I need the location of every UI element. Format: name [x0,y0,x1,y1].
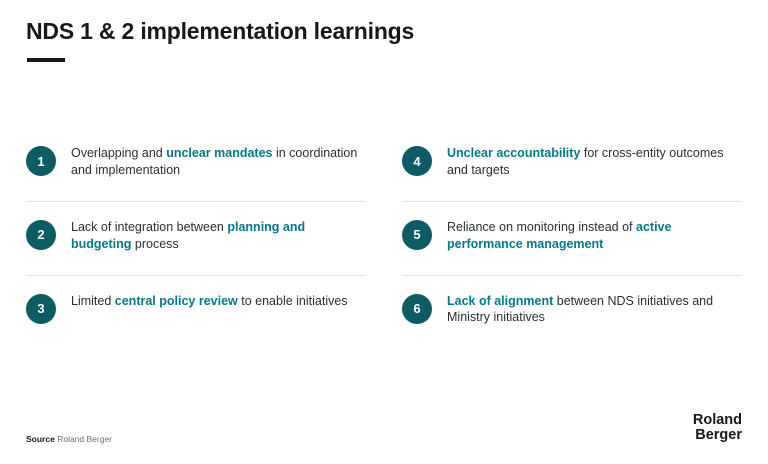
learnings-column-left [26,128,366,348]
learning-text-highlight: Unclear accountability [447,146,581,160]
learning-number-badge: 4 [402,146,432,176]
learning-text-highlight: planning and budgeting [71,219,306,251]
learning-item [26,202,366,276]
learning-item [402,276,742,349]
learning-text [71,293,348,310]
learning-number-badge: 5 [402,220,432,250]
learning-item [26,128,366,202]
learning-text-plain: process [131,236,179,251]
page-title: NDS 1 & 2 implementation learnings [26,18,415,44]
learning-text-plain: for cross-entity outcomes and targets [447,146,724,177]
learning-item [402,202,742,276]
source-value: Roland Berger [57,434,113,444]
roland-berger-logo [693,413,742,444]
title-underline-rule [27,58,65,62]
learning-text [71,145,361,179]
learnings-column-right [402,128,742,348]
learning-text-highlight: Lack of alignment [447,293,554,308]
learning-number-badge: 6 [402,294,432,324]
learning-text-plain: Lack of integration between [71,219,228,234]
source-note [26,434,112,444]
learning-text-highlight: active performance management [447,219,672,251]
footer-rule [0,458,768,464]
learning-text-plain: Limited [71,293,115,308]
learning-text-highlight: unclear mandates [166,146,273,160]
learning-text-plain: Overlapping and [71,146,167,160]
learnings-grid [26,128,742,348]
source-label: Source [26,434,55,444]
learning-text-highlight: central policy review [114,293,238,308]
learning-number-badge: 1 [26,146,56,176]
learning-text [71,219,361,253]
learning-text-plain: to enable initiatives [237,293,348,308]
learning-item [26,276,366,346]
learning-text [447,219,737,253]
learning-item [402,128,742,202]
learning-text-plain: in coordination and implementation [71,146,358,177]
learning-text-plain: between NDS initiatives and Ministry initiatives [447,293,714,325]
learning-text [447,145,737,179]
learning-text-plain: Reliance on monitoring instead of [447,219,637,234]
logo-line-1: Roland [692,411,742,428]
learning-number-badge: 3 [26,294,56,324]
logo-line-2: Berger [695,427,742,444]
learning-number-badge: 2 [26,220,56,250]
learning-text [447,293,737,327]
